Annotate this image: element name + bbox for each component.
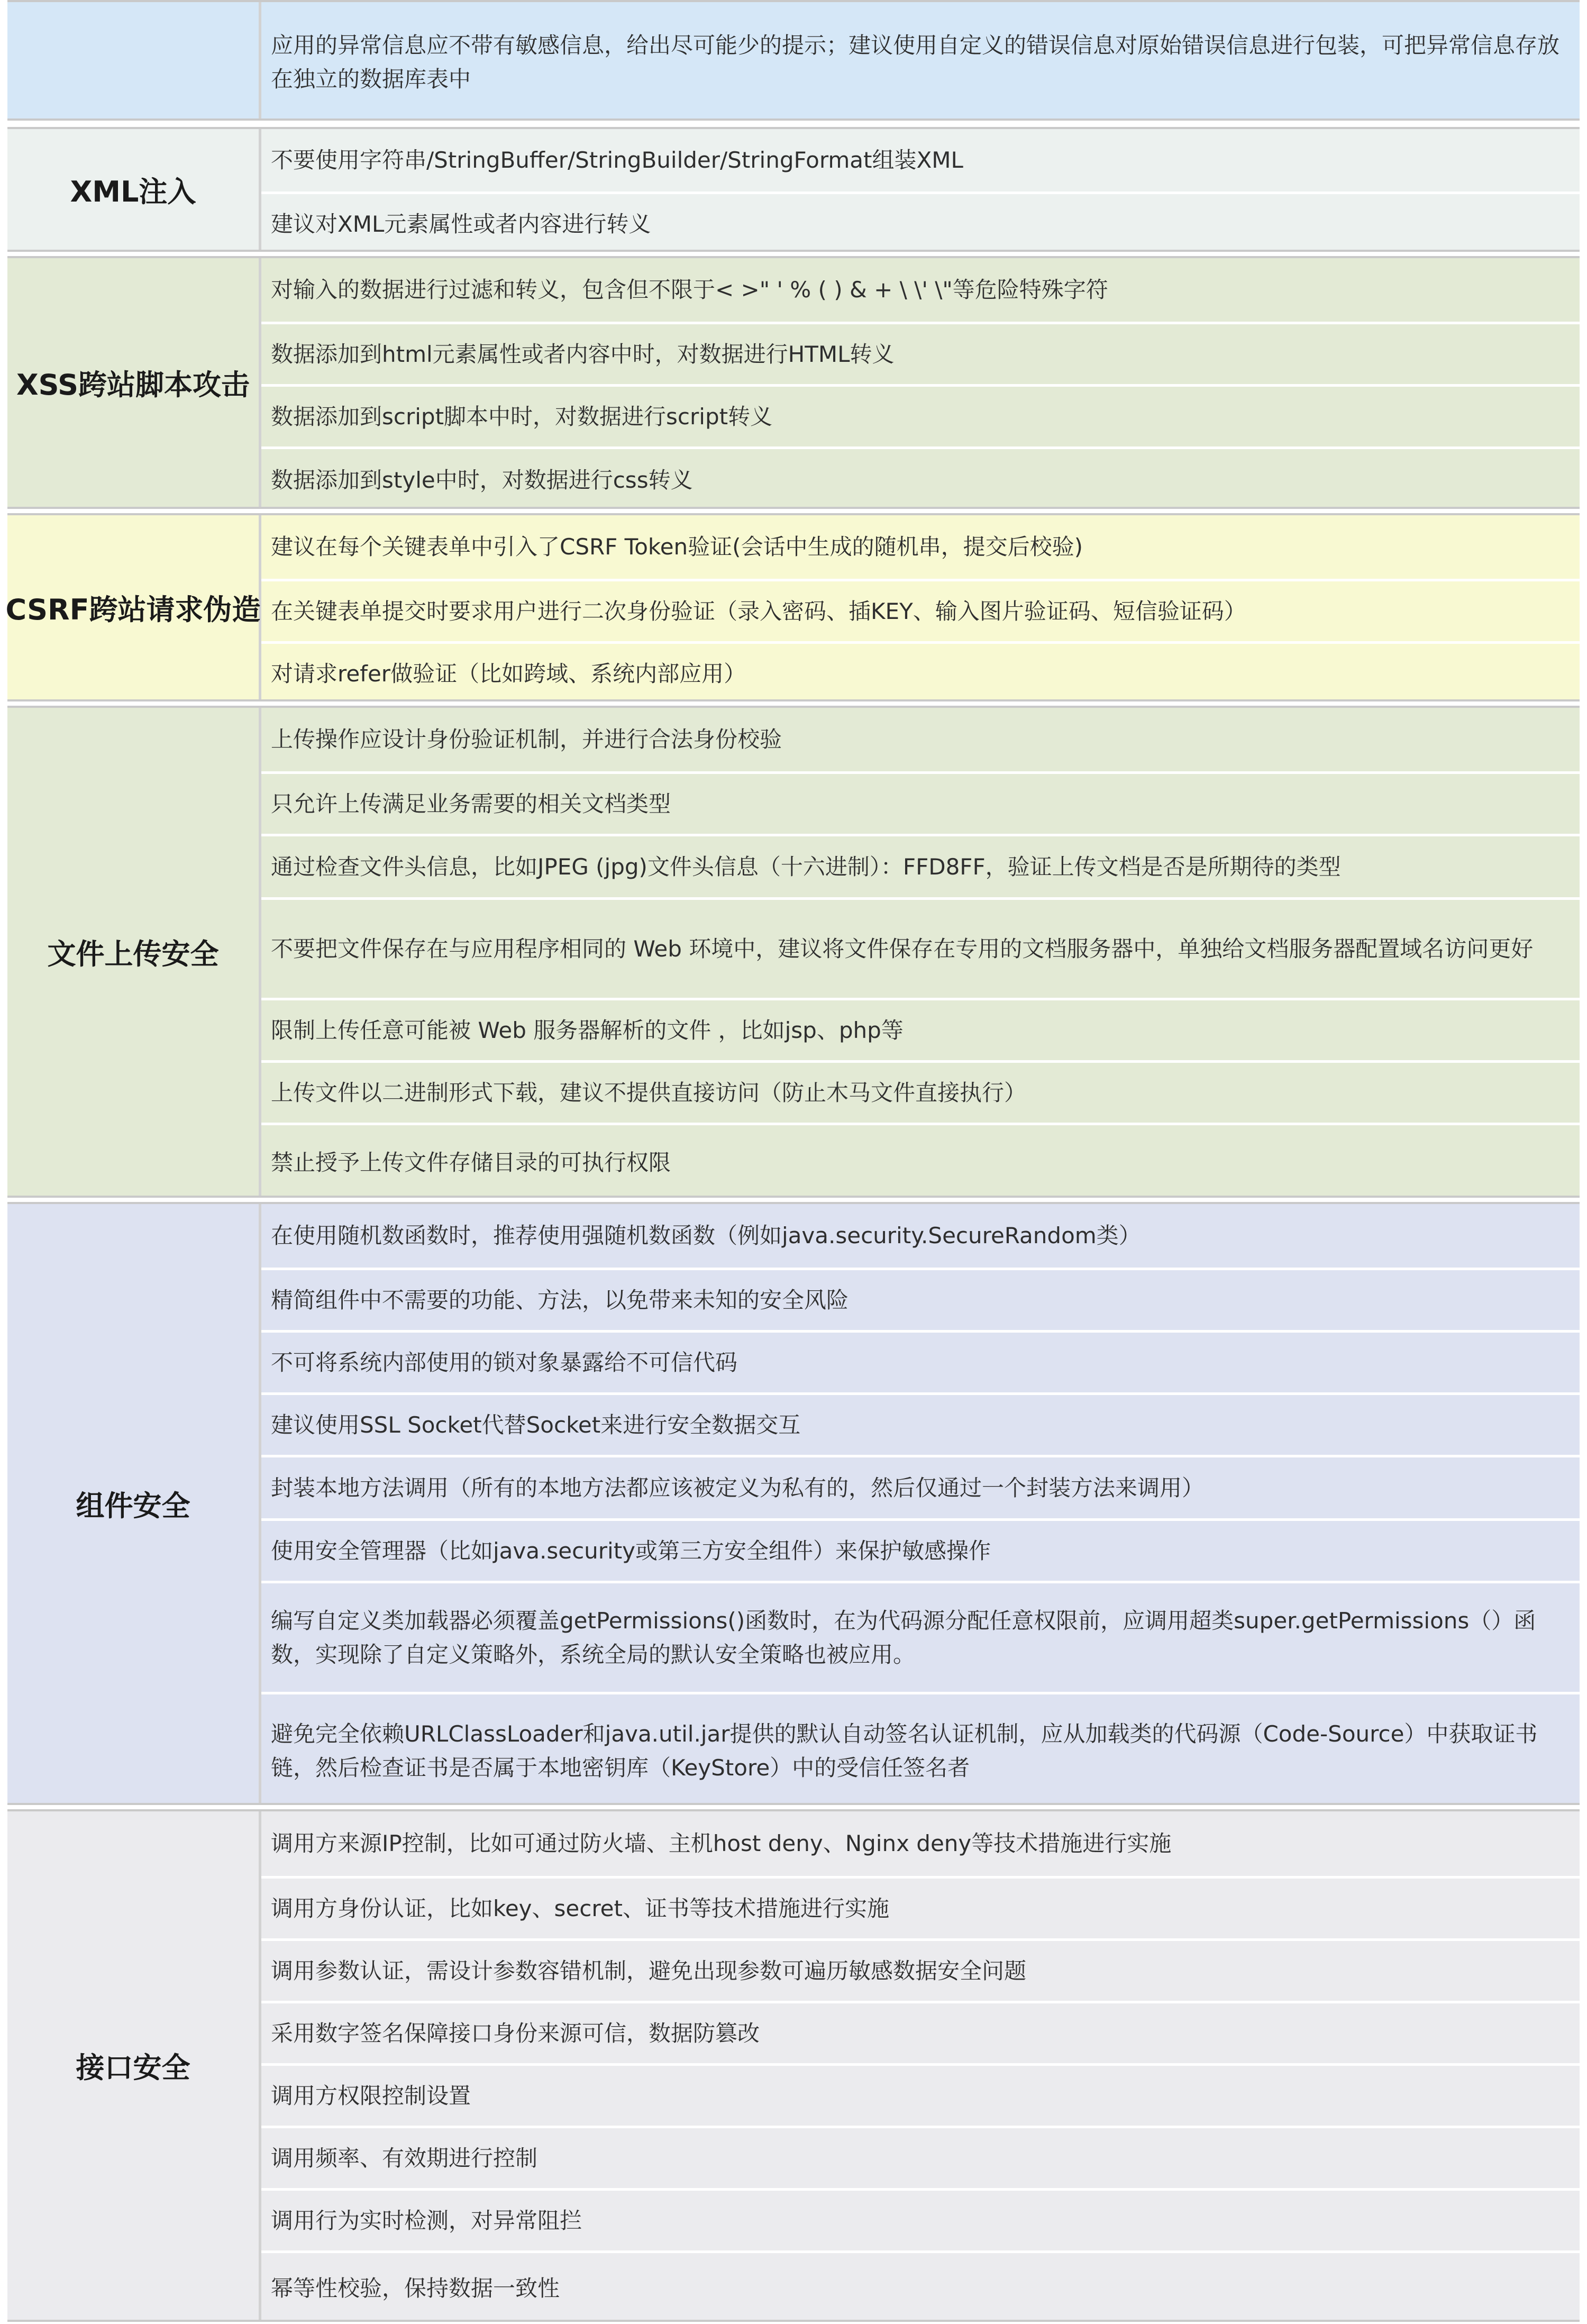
guideline-row [261, 1938, 1580, 2001]
guideline-text: 建议对XML元素属性或者内容进行转义 [271, 211, 651, 237]
guideline-row [261, 129, 1580, 192]
guideline-list [261, 129, 1580, 250]
guideline-row [261, 258, 1580, 322]
guideline-text: 上传操作应设计身份验证机制，并进行合法身份校验 [271, 726, 782, 752]
guideline-row [261, 998, 1580, 1060]
guideline-list [261, 515, 1580, 699]
guideline-text: 禁止授予上传文件存储目录的可执行权限 [271, 1149, 671, 1175]
guideline-row [261, 2001, 1580, 2063]
category-label: 文件上传安全 [7, 708, 261, 1196]
guideline-text: 通过检查文件头信息，比如JPEG (jpg)文件头信息（十六进制）：FFD8FF，验证上传文档是否是所期待的类型 [271, 853, 1341, 880]
guideline-list [261, 258, 1580, 507]
guideline-row [261, 1330, 1580, 1392]
category-label: 接口安全 [7, 1811, 261, 2320]
guideline-list [261, 708, 1580, 1196]
guideline-row [261, 384, 1580, 446]
guideline-text: 应用的异常信息应不带有敏感信息，给出尽可能少的提示；建议使用自定义的错误信息对原始错误信息进行包装，可把异常信息存放在独立的数据库表中 [271, 32, 1560, 92]
guideline-text: 避免完全依赖URLClassLoader和java.util.jar提供的默认自动签名认证机制，应从加载类的代码源（Code-Source）中获取证书链，然后检查证书是否属于本地密钥库（KeyStore）中的受信任签名者 [271, 1720, 1538, 1781]
security-guidelines-table [7, 0, 1580, 2322]
guideline-row [261, 1204, 1580, 1268]
guideline-row [261, 1518, 1580, 1581]
guideline-row [261, 192, 1580, 254]
guideline-text: 上传文件以二进制形式下载，建议不提供直接访问（防止木马文件直接执行） [271, 1079, 1027, 1106]
category-label: CSRF跨站请求伪造 [7, 515, 261, 699]
guideline-row [261, 1060, 1580, 1123]
section-2 [7, 127, 1580, 252]
guideline-row [261, 641, 1580, 704]
guideline-text: 限制上传任意可能被 Web 服务器解析的文件 ，比如jsp、php等 [271, 1017, 904, 1043]
guideline-text: 数据添加到style中时，对数据进行css转义 [271, 467, 693, 493]
guideline-row [261, 708, 1580, 771]
guideline-text: 不可将系统内部使用的锁对象暴露给不可信代码 [271, 1349, 738, 1375]
guideline-text: 调用方来源IP控制，比如可通过防火墙、主机host deny、Nginx deny等技术措施进行实施 [271, 1830, 1172, 1856]
guideline-text: 不要把文件保存在与应用程序相同的 Web 环境中，建议将文件保存在专用的文档服务器中，单独给文档服务器配置域名访问更好 [271, 935, 1534, 962]
guideline-text: 精简组件中不需要的功能、方法，以免带来未知的安全风险 [271, 1287, 849, 1313]
guideline-text: 数据添加到script脚本中时，对数据进行script转义 [271, 403, 773, 430]
category-label [7, 2, 261, 119]
guideline-row [261, 2, 1580, 123]
guideline-text: 对请求refer做验证（比如跨域、系统内部应用） [271, 660, 746, 687]
guideline-row [261, 897, 1580, 998]
guideline-row [261, 515, 1580, 579]
section-3 [7, 256, 1580, 509]
category-label: 组件安全 [7, 1204, 261, 1803]
guideline-text: 采用数字签名保障接口身份来源可信，数据防篡改 [271, 2020, 760, 2046]
guideline-row [261, 1123, 1580, 1200]
section-5 [7, 706, 1580, 1198]
guideline-text: 建议使用SSL Socket代替Socket来进行安全数据交互 [271, 1411, 801, 1438]
guideline-text: 调用频率、有效期进行控制 [271, 2145, 538, 2171]
guideline-row [261, 1811, 1580, 1876]
guideline-row [261, 2063, 1580, 2126]
guideline-row [261, 322, 1580, 384]
guideline-text: 在关键表单提交时要求用户进行二次身份验证（录入密码、插KEY、输入图片验证码、短信验证码） [271, 598, 1246, 624]
guideline-text: 封装本地方法调用（所有的本地方法都应该被定义为私有的，然后仅通过一个封装方法来调用） [271, 1474, 1205, 1501]
guideline-row [261, 1392, 1580, 1455]
guideline-text: 建议在每个关键表单中引入了CSRF Token验证(会话中生成的随机串，提交后校验) [271, 534, 1083, 560]
guideline-row [261, 579, 1580, 641]
guideline-list [261, 2, 1580, 119]
guideline-row [261, 1455, 1580, 1518]
guideline-row [261, 771, 1580, 834]
guideline-text: 数据添加到html元素属性或者内容中时，对数据进行HTML转义 [271, 341, 895, 367]
section-6 [7, 1202, 1580, 1805]
guideline-text: 使用安全管理器（比如java.security或第三方安全组件）来保护敏感操作 [271, 1537, 991, 1564]
category-label: XSS跨站脚本攻击 [7, 258, 261, 507]
section-4 [7, 513, 1580, 701]
guideline-text: 调用参数认证，需设计参数容错机制，避免出现参数可遍历敏感数据安全问题 [271, 1957, 1027, 1984]
guideline-row [261, 2250, 1580, 2324]
guideline-text: 对输入的数据进行过滤和转义，包含但不限于< >" ' % ( ) & + \ \' \"等危险特殊字符 [271, 277, 1108, 303]
guideline-text: 不要使用字符串/StringBuffer/StringBuilder/StringFormat组装XML [271, 147, 963, 173]
guideline-text: 调用行为实时检测，对异常阻拦 [271, 2207, 582, 2234]
guideline-row [261, 1692, 1580, 1807]
category-label: XML注入 [7, 129, 261, 250]
guideline-row [261, 1876, 1580, 1938]
section-1 [7, 0, 1580, 121]
guideline-row [261, 2188, 1580, 2250]
guideline-list [261, 1811, 1580, 2320]
guideline-row [261, 446, 1580, 511]
section-7 [7, 1809, 1580, 2322]
guideline-text: 调用方身份认证，比如key、secret、证书等技术措施进行实施 [271, 1895, 889, 1921]
guideline-list [261, 1204, 1580, 1803]
guideline-text: 编写自定义类加载器必须覆盖getPermissions()函数时，在为代码源分配任意权限前，应调用超类super.getPermissions（）函数，实现除了自定义策略外，系统全局的默认安全策略也被应用。 [271, 1607, 1536, 1667]
guideline-text: 幂等性校验，保持数据一致性 [271, 2275, 560, 2301]
guideline-row [261, 834, 1580, 897]
guideline-text: 只允许上传满足业务需要的相关文档类型 [271, 790, 671, 817]
guideline-text: 在使用随机数函数时，推荐使用强随机数函数（例如java.security.SecureRandom类） [271, 1223, 1141, 1248]
guideline-row [261, 1581, 1580, 1692]
guideline-text: 调用方权限控制设置 [271, 2082, 471, 2109]
guideline-row [261, 2126, 1580, 2188]
guideline-row [261, 1268, 1580, 1330]
